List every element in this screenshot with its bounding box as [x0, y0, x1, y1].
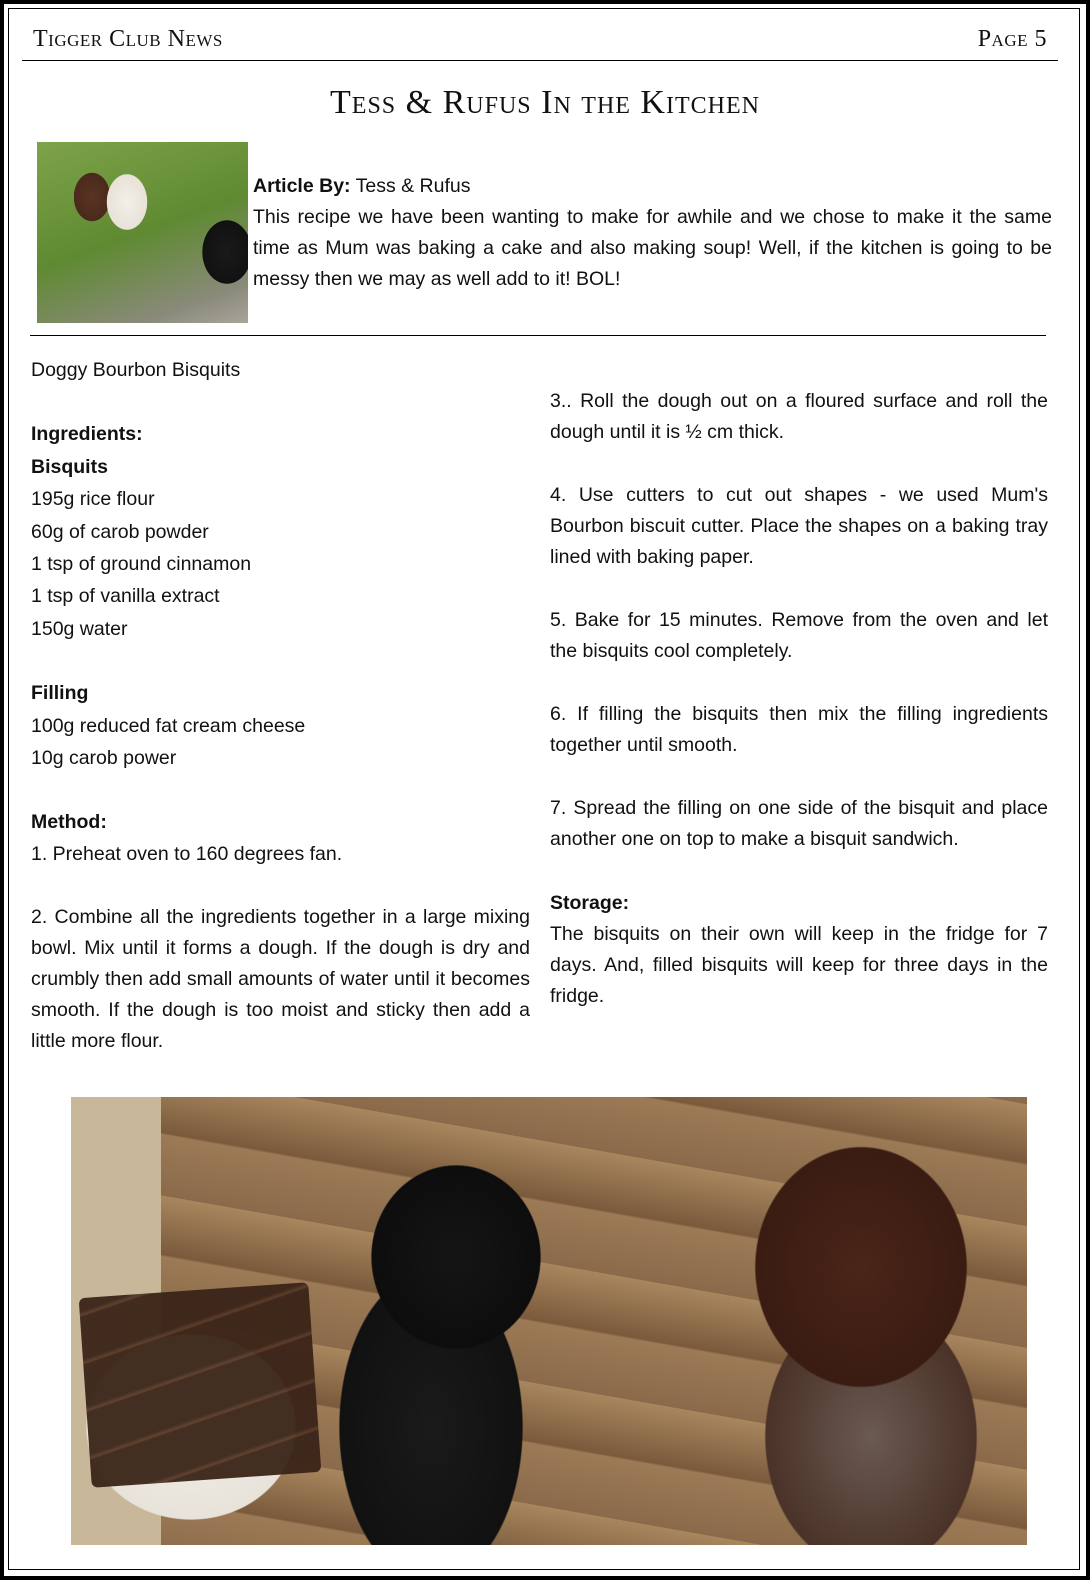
- biscuits-plate-image: [79, 1282, 322, 1488]
- dogs-photo-garden: [37, 142, 248, 323]
- method-step: 5. Bake for 15 minutes. Remove from the oven and let the bisquits cool completely.: [550, 609, 1048, 662]
- recipe-right-column: [550, 386, 1048, 1044]
- filling-item: 10g carob power: [31, 747, 177, 770]
- method-step: 1. Preheat oven to 160 degrees fan.: [31, 842, 343, 865]
- filling-heading: Filling: [31, 682, 89, 705]
- method-step: 6. If filling the bisquits then mix the filling ingredients together until smooth.: [550, 703, 1048, 756]
- recipe-name: Doggy Bourbon Bisquits: [31, 359, 241, 381]
- recipe-left-column: [31, 354, 530, 1089]
- article-intro: [253, 171, 1052, 295]
- method-step: 2. Combine all the ingredients together in a large mixing bowl. Mix until it forms a dough. If the dough is dry and crumbly then add small amounts of water until it becomes smooth. If the dough is too moist and sticky then add a little more flour.: [31, 905, 530, 1052]
- publication-name: Tigger Club News: [33, 26, 223, 52]
- section-divider: [30, 335, 1046, 336]
- storage-heading: Storage:: [550, 892, 630, 914]
- bisquits-heading: Bisquits: [31, 455, 108, 478]
- header-divider: [22, 60, 1058, 61]
- method-step: 3.. Roll the dough out on a floured surface and roll the dough until it is ½ cm thick.: [550, 390, 1048, 443]
- ingredient-item: 1 tsp of ground cinnamon: [31, 553, 252, 576]
- method-heading: Method:: [31, 811, 107, 834]
- ingredient-item: 60g of carob powder: [31, 520, 209, 543]
- filling-item: 100g reduced fat cream cheese: [31, 714, 306, 737]
- ingredient-item: 195g rice flour: [31, 488, 155, 511]
- method-step: 7. Spread the filling on one side of the bisquit and place another one on top to make a bisquit sandwich.: [550, 797, 1048, 850]
- page-number: Page 5: [977, 26, 1047, 52]
- intro-text: This recipe we have been wanting to make for awhile and we chose to make it the same time as Mum was baking a cake and also making soup! Well, if the kitchen is going to be messy then we may as well add to it! BOL!: [253, 206, 1052, 290]
- storage-text: The bisquits on their own will keep in the fridge for 7 days. And, filled bisquits will keep for three days in the fridge.: [550, 923, 1048, 1008]
- method-step: 4. Use cutters to cut out shapes - we used Mum's Bourbon biscuit cutter. Place the shapes on a baking tray lined with baking paper.: [550, 484, 1048, 568]
- ingredient-item: 1 tsp of vanilla extract: [31, 585, 220, 608]
- byline-name: Tess & Rufus: [355, 175, 471, 197]
- ingredient-item: 150g water: [31, 617, 128, 640]
- ingredients-heading: Ingredients:: [31, 423, 143, 446]
- byline-label: Article By:: [253, 175, 351, 197]
- article-title: Tess & Rufus In the Kitchen: [330, 84, 760, 121]
